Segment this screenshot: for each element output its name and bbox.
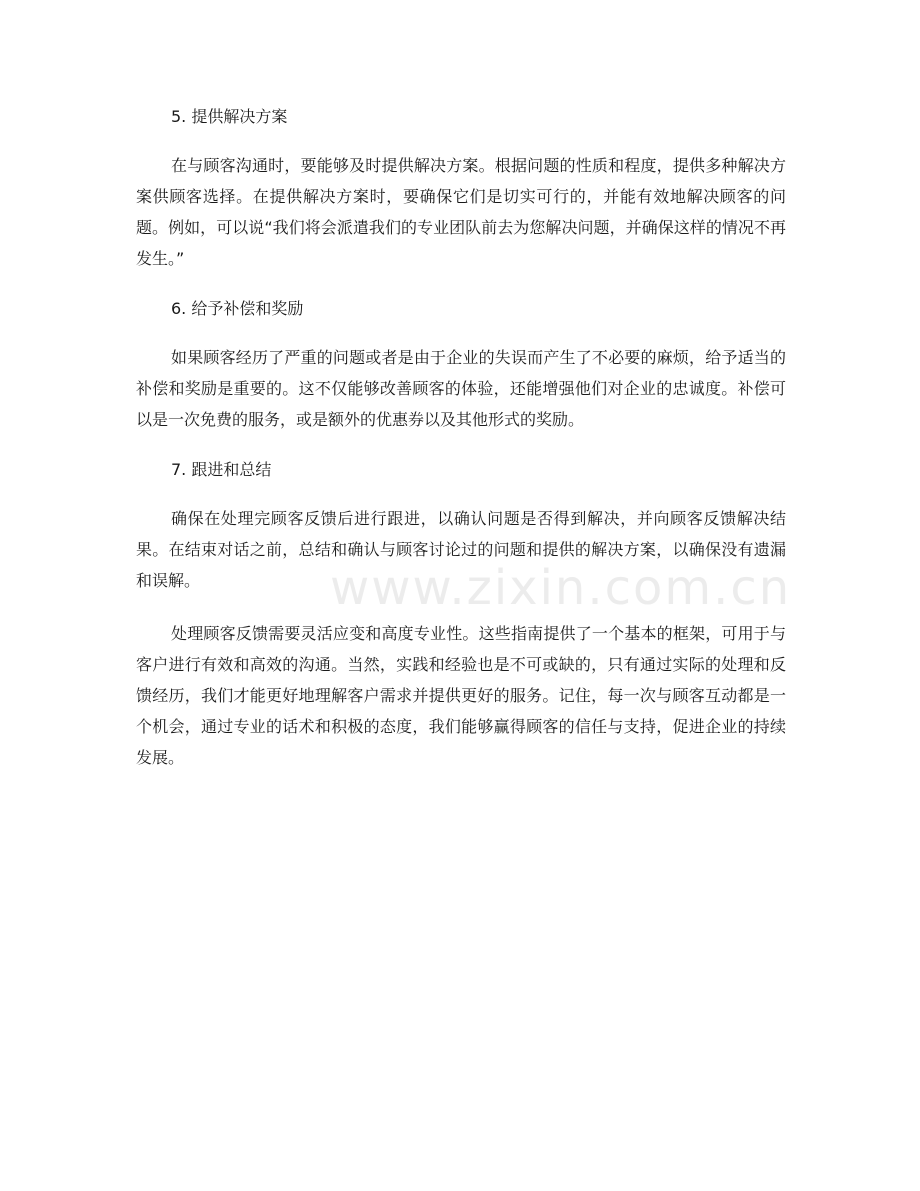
section-heading: 6. 给予补偿和奖励 xyxy=(171,299,304,318)
document-body xyxy=(136,104,786,795)
section-paragraph: 如果顾客经历了严重的问题或者是由于企业的失误而产生了不必要的麻烦，给予适当的补偿和奖励是重要的。这不仅能够改善顾客的体验，还能增强他们对企业的忠诚度。补偿可以是一次免费的服务，或是额外的优惠券以及其他形式的奖励。 xyxy=(136,348,786,429)
watermark: www.zixin.com.cn xyxy=(330,560,792,616)
section-7 xyxy=(136,457,786,596)
section-paragraph: 确保在处理完顾客反馈后进行跟进，以确认问题是否得到解决，并向顾客反馈解决结果。在结束对话之前，总结和确认与顾客讨论过的问题和提供的解决方案，以确保没有遗漏和误解。 xyxy=(136,509,786,590)
section-heading: 5. 提供解决方案 xyxy=(171,107,288,126)
section-6 xyxy=(136,296,786,435)
section-5 xyxy=(136,104,786,274)
conclusion-paragraph: 处理顾客反馈需要灵活应变和高度专业性。这些指南提供了一个基本的框架，可用于与客户进行有效和高效的沟通。当然，实践和经验也是不可或缺的，只有通过实际的处理和反馈经历，我们才能更好地理解客户需求并提供更好的服务。记住，每一次与顾客互动都是一个机会，通过专业的话术和积极的态度，我们能够赢得顾客的信任与支持，促进企业的持续发展。 xyxy=(136,624,786,767)
section-paragraph: 在与顾客沟通时，要能够及时提供解决方案。根据问题的性质和程度，提供多种解决方案供顾客选择。在提供解决方案时，要确保它们是切实可行的，并能有效地解决顾客的问题。例如，可以说“我们将会派遣我们的专业团队前去为您解决问题，并确保这样的情况不再发生。” xyxy=(136,156,786,268)
section-heading: 7. 跟进和总结 xyxy=(171,460,272,479)
